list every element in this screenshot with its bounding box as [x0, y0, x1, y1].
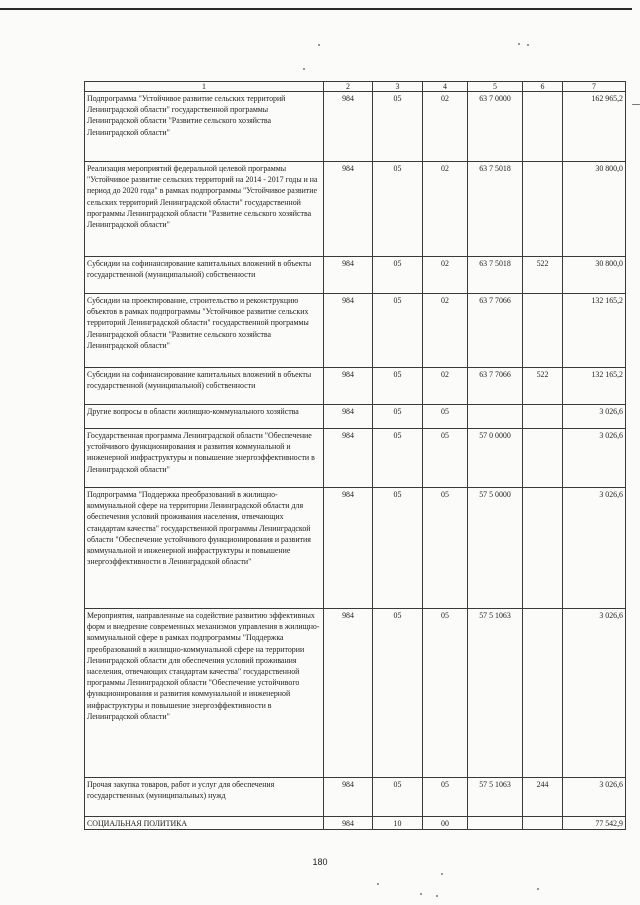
scan-speck: [436, 895, 438, 897]
column-header: 3: [373, 82, 423, 92]
table-row: [85, 294, 626, 368]
cell-subsection: 05: [423, 405, 468, 429]
cell-section: 05: [373, 778, 423, 817]
cell-target: 57 5 0000: [468, 488, 523, 609]
table-row: [85, 609, 626, 778]
header-row: [85, 82, 626, 92]
row-name: Субсидии на проектирование, строительство и реконструкцию объектов в рамках подпрограммы "Устойчивое развитие сельских территорий Ленинградской области" государственной программы Ленинградской области "Развитие сельского хозяйства Ленинградской области": [85, 294, 324, 368]
row-name: СОЦИАЛЬНАЯ ПОЛИТИКА: [85, 817, 324, 830]
budget-table: [84, 81, 626, 830]
cell-expense: [523, 92, 563, 162]
cell-subsection: 00: [423, 817, 468, 830]
cell-expense: [523, 405, 563, 429]
row-name: Субсидии на софинансирование капитальных вложений в объекты государственной (муниципальной) собственности: [85, 257, 324, 294]
cell-target: 63 7 0000: [468, 92, 523, 162]
cell-target: 57 5 1063: [468, 609, 523, 778]
row-name: Подпрограмма "Устойчивое развитие сельских территорий Ленинградской области" государственной программы Ленинградской области "Развитие сельского хозяйства Ленинградской области": [85, 92, 324, 162]
cell-section: 05: [373, 257, 423, 294]
cell-section: 05: [373, 162, 423, 257]
table-row: [85, 162, 626, 257]
cell-expense: [523, 488, 563, 609]
cell-target: [468, 817, 523, 830]
cell-expense: [523, 162, 563, 257]
cell-amount: 77 542,9: [563, 817, 626, 830]
scan-speck: [303, 68, 305, 70]
column-header: 6: [523, 82, 563, 92]
cell-admin: 984: [324, 429, 373, 488]
scan-speck: [632, 104, 640, 105]
cell-amount: 132 165,2: [563, 368, 626, 405]
table-row: [85, 92, 626, 162]
cell-subsection: 02: [423, 162, 468, 257]
cell-expense: [523, 609, 563, 778]
cell-section: 05: [373, 294, 423, 368]
cell-admin: 984: [324, 368, 373, 405]
cell-amount: 3 026,6: [563, 488, 626, 609]
cell-admin: 984: [324, 405, 373, 429]
column-header: 7: [563, 82, 626, 92]
row-name: Субсидии на софинансирование капитальных вложений в объекты государственной (муниципальной) собственности: [85, 368, 324, 405]
cell-target: 63 7 5018: [468, 257, 523, 294]
column-header: 5: [468, 82, 523, 92]
row-name: Мероприятия, направленные на содействие развитию эффективных форм и внедрение современных механизмов управления в жилищно-коммунальной сфере в рамках подпрограммы "Поддержка преобразований в жилищно-коммунальной сфере на территории Ленинградской области для обеспечения условий проживания населения, отвечающих стандартам качества" государственной программы Ленинградской области "Обеспечение устойчивого функционирования и развития коммунальной и инженерной инфраструктуры и повышение энергоэффективности в Ленинградской области": [85, 609, 324, 778]
cell-admin: 984: [324, 162, 373, 257]
scan-speck: [518, 43, 520, 45]
cell-amount: 30 800,0: [563, 162, 626, 257]
cell-admin: 984: [324, 609, 373, 778]
cell-subsection: 02: [423, 257, 468, 294]
column-header: 1: [85, 82, 324, 92]
cell-target: [468, 405, 523, 429]
table-row: [85, 488, 626, 609]
row-name: Другие вопросы в области жилищно-коммунального хозяйства: [85, 405, 324, 429]
cell-subsection: 05: [423, 609, 468, 778]
table-row: [85, 368, 626, 405]
cell-admin: 984: [324, 294, 373, 368]
cell-admin: 984: [324, 257, 373, 294]
cell-expense: 522: [523, 368, 563, 405]
cell-subsection: 02: [423, 294, 468, 368]
row-name: Реализация мероприятий федеральной целевой программы "Устойчивое развитие сельских территорий на 2014 - 2017 годы и на период до 2020 года" в рамках подпрограммы "Устойчивое развитие сельских территорий Ленинградской области" государственной программы Ленинградской области "Развитие сельского хозяйства Ленинградской области": [85, 162, 324, 257]
cell-admin: 984: [324, 92, 373, 162]
cell-expense: [523, 429, 563, 488]
cell-amount: 30 800,0: [563, 257, 626, 294]
cell-section: 10: [373, 817, 423, 830]
row-name: Государственная программа Ленинградской области "Обеспечение устойчивого функционирования и развития коммунальной и инженерной инфраструктуры и повышение энергоэффективности в Ленинградской области": [85, 429, 324, 488]
cell-admin: 984: [324, 778, 373, 817]
cell-subsection: 05: [423, 429, 468, 488]
cell-expense: 244: [523, 778, 563, 817]
cell-amount: 3 026,6: [563, 405, 626, 429]
cell-amount: 162 965,2: [563, 92, 626, 162]
cell-amount: 3 026,6: [563, 609, 626, 778]
cell-target: 63 7 5018: [468, 162, 523, 257]
cell-expense: 522: [523, 257, 563, 294]
cell-target: 63 7 7066: [468, 294, 523, 368]
cell-amount: 132 165,2: [563, 294, 626, 368]
cell-admin: 984: [324, 817, 373, 830]
cell-subsection: 05: [423, 488, 468, 609]
scan-speck: [527, 44, 529, 46]
cell-amount: 3 026,6: [563, 778, 626, 817]
scan-speck: [537, 888, 539, 890]
table-row: [85, 817, 626, 830]
scan-speck: [377, 883, 379, 885]
top-border-line: [0, 8, 632, 10]
scan-speck: [318, 44, 320, 46]
cell-expense: [523, 294, 563, 368]
cell-section: 05: [373, 609, 423, 778]
cell-admin: 984: [324, 488, 373, 609]
cell-section: 05: [373, 488, 423, 609]
cell-target: 57 5 1063: [468, 778, 523, 817]
cell-amount: 3 026,6: [563, 429, 626, 488]
table-row: [85, 778, 626, 817]
table-row: [85, 429, 626, 488]
page-number: 180: [312, 857, 328, 867]
row-name: Подпрограмма "Поддержка преобразований в жилищно-коммунальной сфере на территории Ленинградской области для обеспечения условий проживания населения, отвечающих стандартам качества" государственной программы Ленинградской области "Обеспечение устойчивого функционирования и развития коммунальной и инженерной инфраструктуры и повышение энергоэффективности в Ленинградской области": [85, 488, 324, 609]
scan-speck: [420, 893, 422, 895]
cell-expense: [523, 817, 563, 830]
table-row: [85, 257, 626, 294]
row-name: Прочая закупка товаров, работ и услуг для обеспечения государственных (муниципальных) нужд: [85, 778, 324, 817]
scan-speck: [441, 873, 443, 875]
cell-subsection: 05: [423, 778, 468, 817]
cell-target: 57 0 0000: [468, 429, 523, 488]
column-header: 2: [324, 82, 373, 92]
table-row: [85, 405, 626, 429]
cell-section: 05: [373, 92, 423, 162]
cell-target: 63 7 7066: [468, 368, 523, 405]
cell-section: 05: [373, 429, 423, 488]
column-header: 4: [423, 82, 468, 92]
cell-subsection: 02: [423, 368, 468, 405]
cell-subsection: 02: [423, 92, 468, 162]
cell-section: 05: [373, 405, 423, 429]
cell-section: 05: [373, 368, 423, 405]
